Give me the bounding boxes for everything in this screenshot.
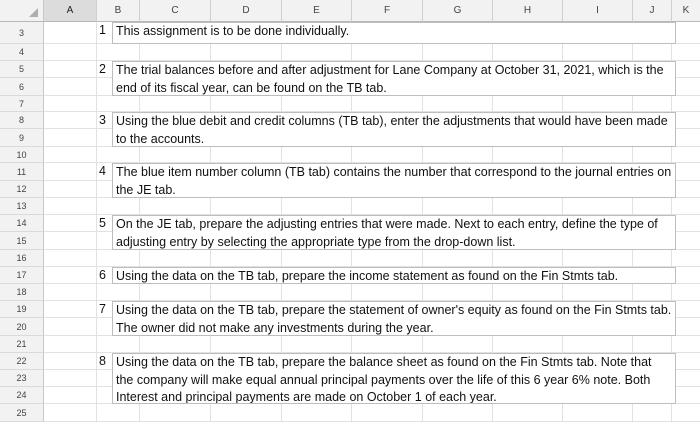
cell-e18[interactable] xyxy=(282,284,352,301)
cell-k18[interactable] xyxy=(672,284,700,301)
instruction-text[interactable]: Using the data on the TB tab, prepare the income statement as found on the Fin Stmts tab. xyxy=(112,267,676,284)
instruction-text[interactable]: The blue item number column (TB tab) contains the number that correspond to the journal entries on the JE tab. xyxy=(112,163,676,198)
cell-a20[interactable] xyxy=(44,318,97,336)
cell-a12[interactable] xyxy=(44,181,97,198)
cell-h25[interactable] xyxy=(493,404,563,422)
cell-e4[interactable] xyxy=(282,44,352,61)
item-number: 4 xyxy=(99,164,106,178)
cell-a21[interactable] xyxy=(44,336,97,353)
cell-c7[interactable] xyxy=(140,96,211,112)
row-header-22[interactable]: 22 xyxy=(0,353,44,370)
cell-f16[interactable] xyxy=(352,250,423,267)
column-header-a[interactable]: A xyxy=(44,0,97,22)
cell-k15[interactable] xyxy=(672,232,700,250)
triangle-icon xyxy=(29,8,38,17)
column-header-f[interactable]: F xyxy=(352,0,423,22)
row-header-14[interactable]: 14 xyxy=(0,215,44,232)
cell-g13[interactable] xyxy=(423,198,493,215)
cell-k19[interactable] xyxy=(672,301,700,318)
cell-g25[interactable] xyxy=(423,404,493,422)
cell-e10[interactable] xyxy=(282,147,352,163)
cell-k21[interactable] xyxy=(672,336,700,353)
cell-b13[interactable] xyxy=(97,198,140,215)
cell-d25[interactable] xyxy=(211,404,282,422)
row-header-19[interactable]: 19 xyxy=(0,301,44,318)
column-header-h[interactable]: H xyxy=(493,0,563,22)
cell-k10[interactable] xyxy=(672,147,700,163)
cell-a6[interactable] xyxy=(44,78,97,96)
cell-c16[interactable] xyxy=(140,250,211,267)
cell-b10[interactable] xyxy=(97,147,140,163)
cell-c10[interactable] xyxy=(140,147,211,163)
cell-h4[interactable] xyxy=(493,44,563,61)
cell-h18[interactable] xyxy=(493,284,563,301)
column-header-d[interactable]: D xyxy=(211,0,282,22)
column-header-c[interactable]: C xyxy=(140,0,211,22)
cell-k11[interactable] xyxy=(672,163,700,181)
column-header-g[interactable]: G xyxy=(423,0,493,22)
cell-k16[interactable] xyxy=(672,250,700,267)
cell-j7[interactable] xyxy=(633,96,672,112)
cell-b21[interactable] xyxy=(97,336,140,353)
cell-i4[interactable] xyxy=(563,44,633,61)
cell-d13[interactable] xyxy=(211,198,282,215)
cell-d7[interactable] xyxy=(211,96,282,112)
cell-j4[interactable] xyxy=(633,44,672,61)
cell-j21[interactable] xyxy=(633,336,672,353)
cell-e16[interactable] xyxy=(282,250,352,267)
cell-f10[interactable] xyxy=(352,147,423,163)
row-header-9[interactable]: 9 xyxy=(0,129,44,147)
cell-b16[interactable] xyxy=(97,250,140,267)
cell-g18[interactable] xyxy=(423,284,493,301)
select-all-corner[interactable] xyxy=(0,0,44,22)
row-header-12[interactable]: 12 xyxy=(0,181,44,198)
cell-i16[interactable] xyxy=(563,250,633,267)
cell-a9[interactable] xyxy=(44,129,97,147)
cell-c13[interactable] xyxy=(140,198,211,215)
row-header-16[interactable]: 16 xyxy=(0,250,44,267)
cell-f25[interactable] xyxy=(352,404,423,422)
cell-g10[interactable] xyxy=(423,147,493,163)
cell-e7[interactable] xyxy=(282,96,352,112)
cell-d18[interactable] xyxy=(211,284,282,301)
cell-a15[interactable] xyxy=(44,232,97,250)
cell-k12[interactable] xyxy=(672,181,700,198)
row-header-11[interactable]: 11 xyxy=(0,163,44,181)
item-number: 1 xyxy=(99,23,106,37)
cell-f4[interactable] xyxy=(352,44,423,61)
cell-a16[interactable] xyxy=(44,250,97,267)
column-header-e[interactable]: E xyxy=(282,0,352,22)
cell-b25[interactable] xyxy=(97,404,140,422)
item-number: 6 xyxy=(99,268,106,282)
cell-h13[interactable] xyxy=(493,198,563,215)
cell-k5[interactable] xyxy=(672,61,700,78)
cell-a13[interactable] xyxy=(44,198,97,215)
cell-j16[interactable] xyxy=(633,250,672,267)
cell-g7[interactable] xyxy=(423,96,493,112)
cell-e21[interactable] xyxy=(282,336,352,353)
row-header-17[interactable]: 17 xyxy=(0,267,44,284)
cell-k14[interactable] xyxy=(672,215,700,232)
item-number: 5 xyxy=(99,216,106,230)
item-number: 8 xyxy=(99,354,106,368)
cell-i21[interactable] xyxy=(563,336,633,353)
row-header-6[interactable]: 6 xyxy=(0,78,44,96)
row-header-4[interactable]: 4 xyxy=(0,44,44,61)
item-number: 2 xyxy=(99,62,106,76)
instruction-text[interactable]: Using the data on the TB tab, prepare the statement of owner's equity as found on the Fin Stmts tab. The owner did not make any investments during the year. xyxy=(112,301,676,336)
cell-j25[interactable] xyxy=(633,404,672,422)
cell-k13[interactable] xyxy=(672,198,700,215)
row-header-8[interactable]: 8 xyxy=(0,112,44,129)
column-header-b[interactable]: B xyxy=(97,0,140,22)
cell-d10[interactable] xyxy=(211,147,282,163)
row-header-24[interactable]: 24 xyxy=(0,387,44,404)
cell-a18[interactable] xyxy=(44,284,97,301)
cell-i7[interactable] xyxy=(563,96,633,112)
instruction-text[interactable]: Using the blue debit and credit columns (TB tab), enter the adjustments that would have been made to the accounts. xyxy=(112,112,676,147)
cell-f13[interactable] xyxy=(352,198,423,215)
cell-f7[interactable] xyxy=(352,96,423,112)
row-header-13[interactable]: 13 xyxy=(0,198,44,215)
cell-g16[interactable] xyxy=(423,250,493,267)
cell-k7[interactable] xyxy=(672,96,700,112)
cell-a7[interactable] xyxy=(44,96,97,112)
cell-j10[interactable] xyxy=(633,147,672,163)
cell-c25[interactable] xyxy=(140,404,211,422)
column-header-j[interactable]: J xyxy=(633,0,672,22)
cell-i25[interactable] xyxy=(563,404,633,422)
row-header-3[interactable]: 3 xyxy=(0,22,44,44)
column-header-k[interactable]: K xyxy=(672,0,700,22)
row-header-21[interactable]: 21 xyxy=(0,336,44,353)
cell-j18[interactable] xyxy=(633,284,672,301)
cell-a25[interactable] xyxy=(44,404,97,422)
item-number: 3 xyxy=(99,113,106,127)
cell-k25[interactable] xyxy=(672,404,700,422)
cell-a4[interactable] xyxy=(44,44,97,61)
cell-d4[interactable] xyxy=(211,44,282,61)
cell-a24[interactable] xyxy=(44,387,97,404)
instruction-text[interactable]: The trial balances before and after adjustment for Lane Company at October 31, 2021, which is the end of its fiscal year, can be found on the TB tab. xyxy=(112,61,676,96)
row-header-7[interactable]: 7 xyxy=(0,96,44,112)
cell-h16[interactable] xyxy=(493,250,563,267)
cell-d16[interactable] xyxy=(211,250,282,267)
cell-c21[interactable] xyxy=(140,336,211,353)
cell-i10[interactable] xyxy=(563,147,633,163)
cell-b18[interactable] xyxy=(97,284,140,301)
cell-k4[interactable] xyxy=(672,44,700,61)
cell-d21[interactable] xyxy=(211,336,282,353)
cell-k6[interactable] xyxy=(672,78,700,96)
cell-a10[interactable] xyxy=(44,147,97,163)
cell-h7[interactable] xyxy=(493,96,563,112)
row-header-5[interactable]: 5 xyxy=(0,61,44,78)
item-number: 7 xyxy=(99,302,106,316)
instruction-text[interactable]: On the JE tab, prepare the adjusting entries that were made. Next to each entry, define the type of adjusting entry by selecting the appropriate type from the drop-down list. xyxy=(112,215,676,250)
cell-c18[interactable] xyxy=(140,284,211,301)
row-header-23[interactable]: 23 xyxy=(0,370,44,387)
cell-k8[interactable] xyxy=(672,112,700,129)
cell-f21[interactable] xyxy=(352,336,423,353)
cell-k23[interactable] xyxy=(672,370,700,387)
row-header-10[interactable]: 10 xyxy=(0,147,44,163)
row-header-15[interactable]: 15 xyxy=(0,232,44,250)
cell-f18[interactable] xyxy=(352,284,423,301)
cell-k9[interactable] xyxy=(672,129,700,147)
cell-g21[interactable] xyxy=(423,336,493,353)
cell-k22[interactable] xyxy=(672,353,700,370)
instruction-text[interactable]: This assignment is to be done individually. xyxy=(112,22,676,44)
cell-b4[interactable] xyxy=(97,44,140,61)
cell-k3[interactable] xyxy=(672,22,700,44)
cell-i13[interactable] xyxy=(563,198,633,215)
row-header-20[interactable]: 20 xyxy=(0,318,44,336)
cell-h21[interactable] xyxy=(493,336,563,353)
cell-e13[interactable] xyxy=(282,198,352,215)
cell-k20[interactable] xyxy=(672,318,700,336)
cell-j13[interactable] xyxy=(633,198,672,215)
instruction-text[interactable]: Using the data on the TB tab, prepare the balance sheet as found on the Fin Stmts tab. Note that the company will make equal annual principal payments over the life of this 6 year 6% note. Both Interest and principal payments are made on October 1 of each year. xyxy=(112,353,676,404)
column-header-i[interactable]: I xyxy=(563,0,633,22)
row-header-18[interactable]: 18 xyxy=(0,284,44,301)
cell-g4[interactable] xyxy=(423,44,493,61)
cell-e25[interactable] xyxy=(282,404,352,422)
cell-i18[interactable] xyxy=(563,284,633,301)
cell-k24[interactable] xyxy=(672,387,700,404)
cell-a23[interactable] xyxy=(44,370,97,387)
cell-k17[interactable] xyxy=(672,267,700,284)
cell-c4[interactable] xyxy=(140,44,211,61)
row-header-25[interactable]: 25 xyxy=(0,404,44,422)
cell-h10[interactable] xyxy=(493,147,563,163)
cell-b7[interactable] xyxy=(97,96,140,112)
